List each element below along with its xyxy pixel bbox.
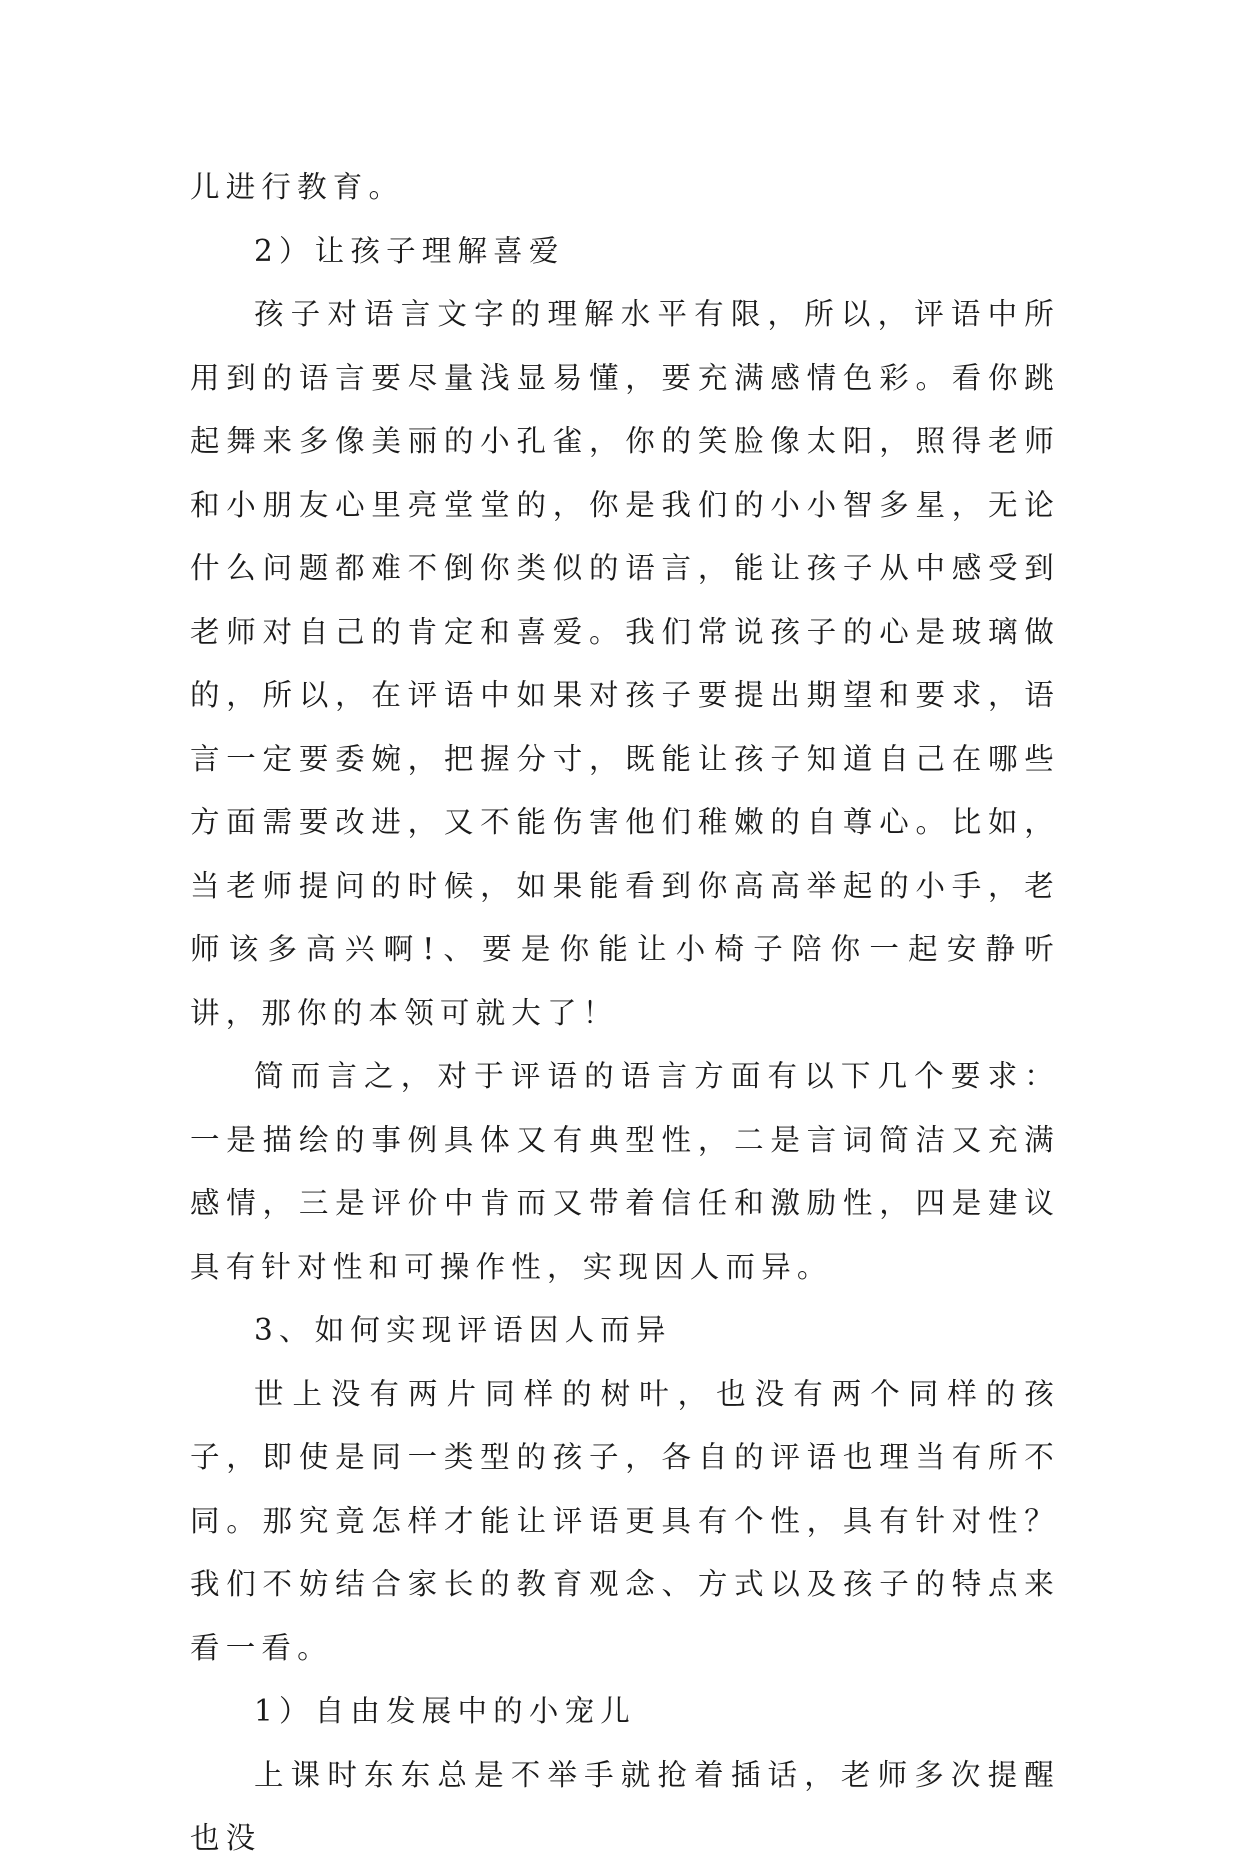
paragraph-continuation: 儿进行教育。 (190, 170, 405, 204)
paragraph-body: 上课时东东总是不举手就抢着插话，老师多次提醒也没 (190, 1757, 1060, 1855)
paragraph-body: 孩子对语言文字的理解水平有限，所以，评语中所用到的语言要尽量浅显易懂，要充满感情色彩。看你跳起舞来多像美丽的小孔雀，你的笑脸像太阳，照得老师和小朋友心里亮堂堂的，你是我们的小小智多星，无论什么问题都难不倒你类似的语言，能让孩子从中感受到老师对自己的肯定和喜爱。我们常说孩子的心是玻璃做的，所以，在评语中如果对孩子要提出期望和要求，语言一定要委婉，把握分寸，既能让孩子知道自己在哪些方面需要改进，又不能伤害他们稚嫩的自尊心。比如，当老师提问的时候，如果能看到你高高举起的小手，老师该多高兴啊!、要是你能让小椅子陪你一起安静听讲，那你的本领可就大了！ (190, 297, 1060, 1030)
document-body (190, 156, 1060, 1871)
section-heading-2: 2）让孩子理解喜爱 (254, 233, 565, 268)
paragraph-summary: 简而言之，对于评语的语言方面有以下几个要求：一是描绘的事例具体又有典型性，二是言词简洁又充满感情，三是评价中肯而又带着信任和激励性，四是建议具有针对性和可操作性，实现因人而异。 (190, 1059, 1060, 1284)
subsection-heading-1: 1）自由发展中的小宠儿 (254, 1694, 636, 1728)
paragraph-body: 世上没有两片同样的树叶，也没有两个同样的孩子，即使是同一类型的孩子，各自的评语也理当有所不同。那究竟怎样才能让评语更具有个性，具有针对性？我们不妨结合家长的教育观念、方式以及孩子的特点来看一看。 (190, 1376, 1060, 1665)
section-heading-3: 3、如何实现评语因人而异 (254, 1313, 672, 1347)
